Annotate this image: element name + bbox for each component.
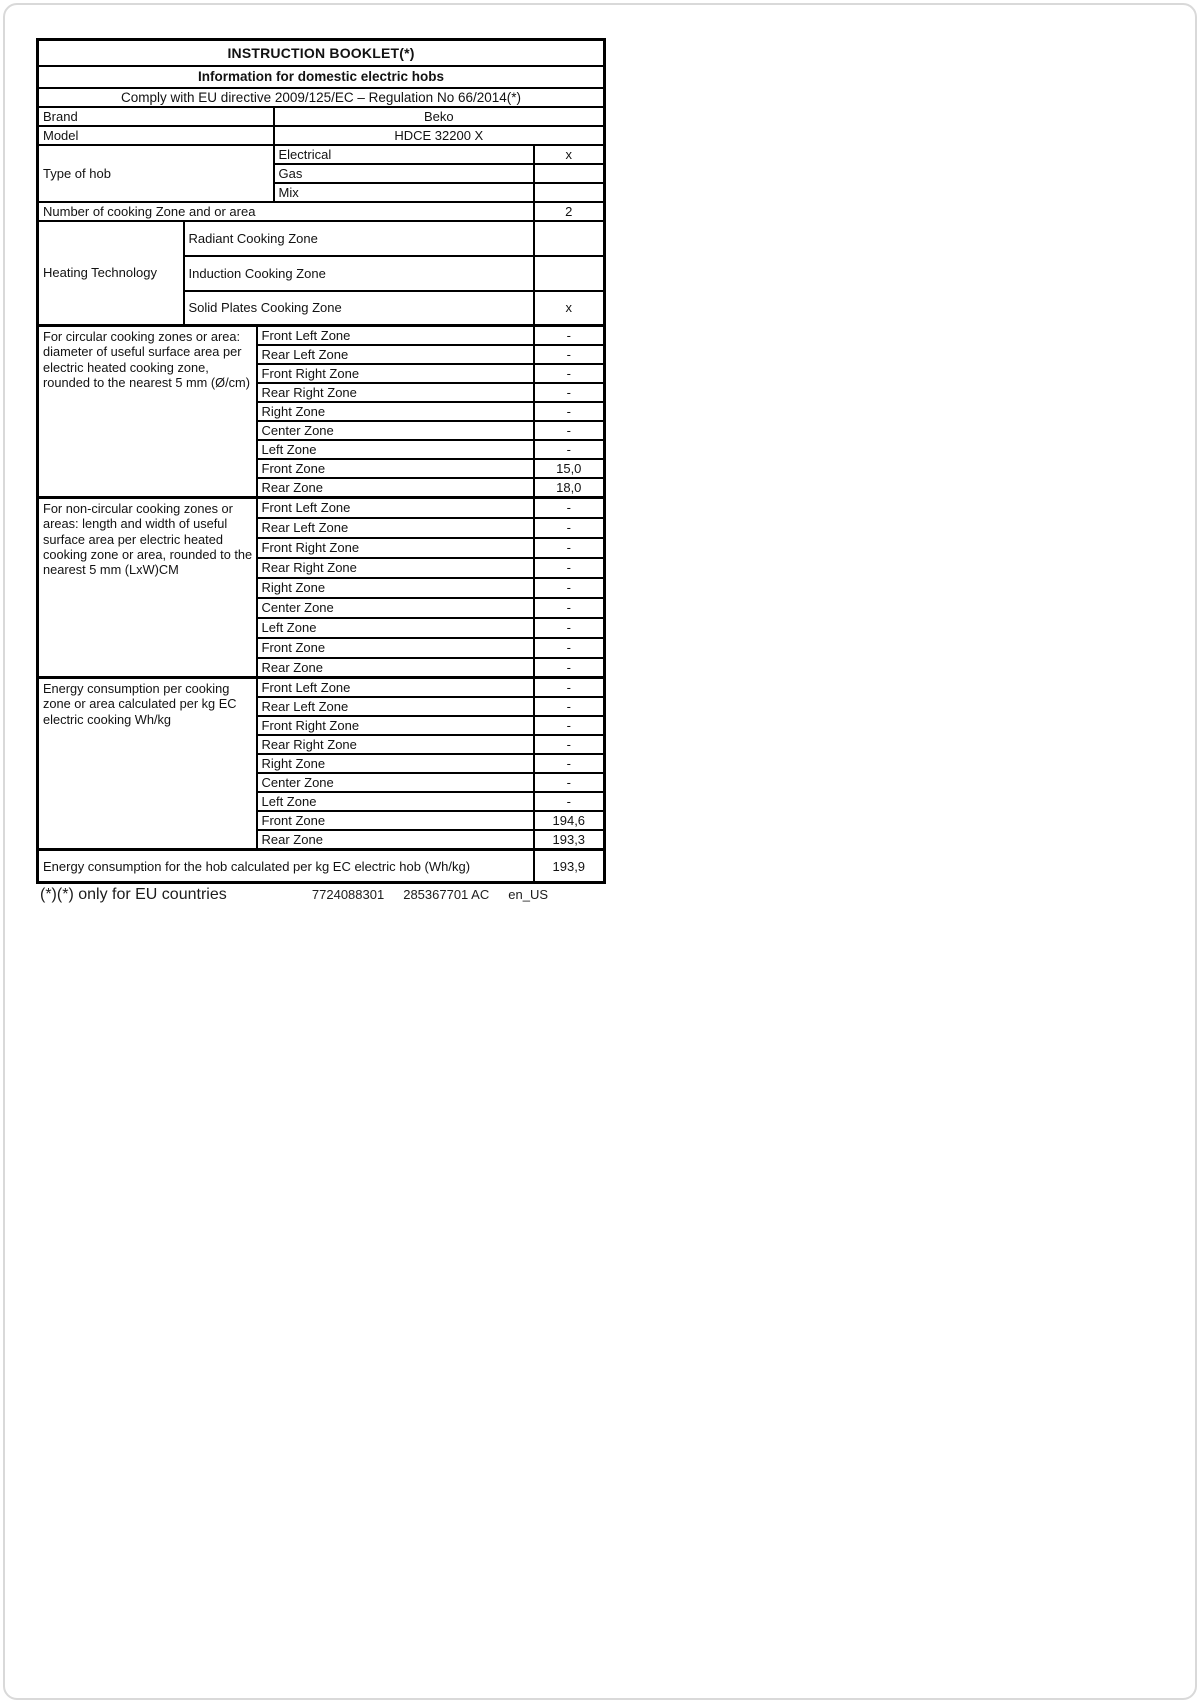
zone-value: - [534, 658, 605, 678]
doc-title: INSTRUCTION BOOKLET(*) [38, 40, 605, 66]
zone-name: Front Left Zone [257, 326, 534, 346]
zone-value: - [534, 421, 605, 440]
zone-value: - [534, 598, 605, 618]
zone-value: - [534, 498, 605, 518]
zone-name: Front Right Zone [257, 364, 534, 383]
heating-type-name: Induction Cooking Zone [184, 256, 534, 291]
zone-value: 18,0 [534, 478, 605, 498]
type-of-hob-label: Type of hob [38, 145, 274, 202]
zone-name: Right Zone [257, 754, 534, 773]
zone-name: Right Zone [257, 578, 534, 598]
model-label: Model [38, 126, 274, 145]
hob-energy-total-label: Energy consumption for the hob calculated per kg EC electric hob (Wh/kg) [38, 850, 534, 883]
zone-name: Front Right Zone [257, 716, 534, 735]
hob-energy-total-value: 193,9 [534, 850, 605, 883]
zone-value: 15,0 [534, 459, 605, 478]
heating-type-name: Solid Plates Cooking Zone [184, 291, 534, 326]
zone-name: Front Left Zone [257, 678, 534, 698]
zone-name: Center Zone [257, 598, 534, 618]
doc-subtitle: Information for domestic electric hobs [38, 66, 605, 88]
zone-name: Center Zone [257, 773, 534, 792]
brand-value: Beko [274, 107, 605, 126]
zone-value: - [534, 618, 605, 638]
zone-value: - [534, 440, 605, 459]
hob-type-value [534, 183, 605, 202]
zone-value: - [534, 558, 605, 578]
hob-type-name: Mix [274, 183, 534, 202]
zone-value: - [534, 697, 605, 716]
page-footer [40, 886, 548, 904]
brand-label: Brand [38, 107, 274, 126]
heating-technology-label: Heating Technology [38, 221, 184, 326]
zone-name: Left Zone [257, 440, 534, 459]
zone-name: Rear Left Zone [257, 345, 534, 364]
zone-name: Front Zone [257, 811, 534, 830]
zone-value: - [534, 364, 605, 383]
zone-name: Rear Zone [257, 658, 534, 678]
hob-type-name: Gas [274, 164, 534, 183]
zone-value: 193,3 [534, 830, 605, 850]
heating-type-value: x [534, 291, 605, 326]
zone-value: - [534, 538, 605, 558]
compliance-statement: Comply with EU directive 2009/125/EC – Regulation No 66/2014(*) [38, 88, 605, 107]
zone-name: Left Zone [257, 792, 534, 811]
zone-name: Center Zone [257, 421, 534, 440]
model-value: HDCE 32200 X [274, 126, 605, 145]
zone-value: - [534, 735, 605, 754]
noncircular-zones-description: For non-circular cooking zones or areas: length and width of useful surface area per electric heated cooking zone or area, rounded to the nearest 5 mm (LxW)CM [38, 498, 257, 678]
zone-value: - [534, 678, 605, 698]
language-code: en_US [508, 887, 548, 902]
zone-name: Front Left Zone [257, 498, 534, 518]
document-codes [312, 887, 548, 902]
zone-value: - [534, 402, 605, 421]
heating-type-name: Radiant Cooking Zone [184, 221, 534, 256]
zones-count-label: Number of cooking Zone and or area [38, 202, 534, 221]
zone-name: Rear Zone [257, 478, 534, 498]
hob-type-value [534, 164, 605, 183]
zone-name: Rear Right Zone [257, 383, 534, 402]
zone-value: - [534, 518, 605, 538]
zone-name: Rear Right Zone [257, 558, 534, 578]
zone-name: Front Zone [257, 459, 534, 478]
zone-name: Right Zone [257, 402, 534, 421]
zone-value: - [534, 578, 605, 598]
document-code: 7724088301 [311, 887, 385, 902]
zone-value: 194,6 [534, 811, 605, 830]
zone-value: - [534, 345, 605, 364]
eu-countries-note: (*)(*) only for EU countries [40, 886, 227, 903]
zone-value: - [534, 716, 605, 735]
zone-value: - [534, 792, 605, 811]
zone-name: Rear Left Zone [257, 697, 534, 716]
zone-value: - [534, 326, 605, 346]
zone-name: Rear Right Zone [257, 735, 534, 754]
zone-name: Rear Left Zone [257, 518, 534, 538]
energy-per-zone-description: Energy consumption per cooking zone or area calculated per kg EC electric cooking Wh/kg [38, 678, 257, 850]
circular-zones-description: For circular cooking zones or area: diameter of useful surface area per electric heated cooking zone, rounded to the nearest 5 mm (Ø/cm) [38, 326, 257, 498]
zone-name: Left Zone [257, 618, 534, 638]
hob-information-table [36, 38, 606, 884]
zone-value: - [534, 754, 605, 773]
zone-name: Front Zone [257, 638, 534, 658]
heating-type-value [534, 221, 605, 256]
zones-count-value: 2 [534, 202, 605, 221]
zone-name: Rear Zone [257, 830, 534, 850]
zone-value: - [534, 638, 605, 658]
zone-value: - [534, 383, 605, 402]
zone-name: Front Right Zone [257, 538, 534, 558]
hob-type-name: Electrical [274, 145, 534, 164]
heating-type-value [534, 256, 605, 291]
zone-value: - [534, 773, 605, 792]
document-code: 285367701 AC [403, 887, 490, 902]
hob-type-value: x [534, 145, 605, 164]
